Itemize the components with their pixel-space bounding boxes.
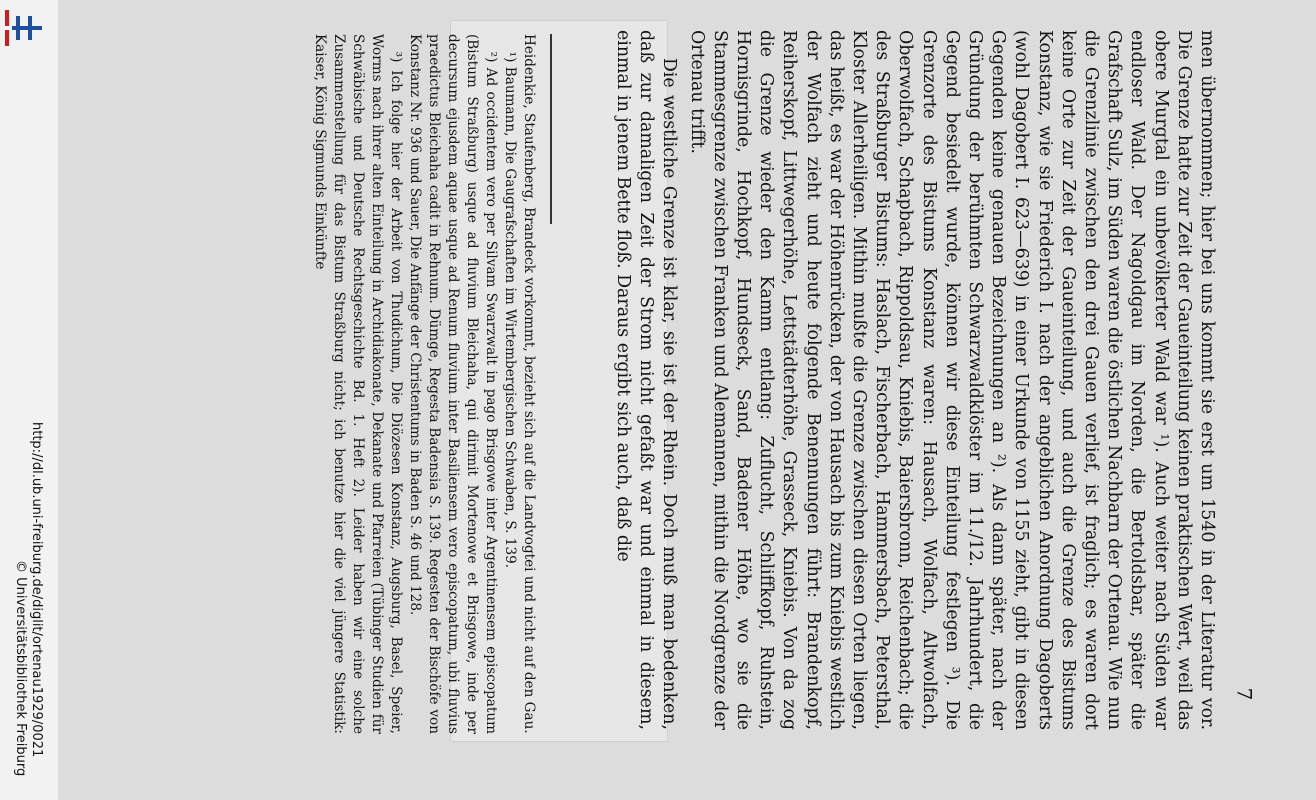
page-number: 7: [1232, 687, 1257, 701]
footnote-1: ¹) Baumann, Die Gaugrafschaften im Wirtembergischen Schwaben, S. 139.: [502, 51, 518, 569]
footnote-divider: [550, 34, 552, 224]
viewer-sidebar: [0, 0, 58, 800]
scanned-page: [58, 0, 1316, 800]
permalink-url[interactable]: http://dl.ub.uni-freiburg.de/diglit/ortenau1929/0021: [29, 422, 44, 758]
footnote-2: ²) Ad occidentem vero per Silvam Swarzwalt in pago Brisgowe inter Argentinensem episcopatum (Bistum Straßburg) usque ad fluvium Bleichaha, qui dirimit Mortenowe et Brisgowe, inde per decursum ejusdem aquae usque ad Renum fluvium inter Basiliensem vero episcopatum, ubi fluvius praedictus Bleichaha cadit in Rehnum. Dümge, Regesta Badensia S. 139. Regesten der Bischöfe von Konstanz Nr. 936 und Sauer, Die Anfänge der Christentums in Baden S. 46 und 128.: [407, 34, 499, 734]
footnote-3: ³) Ich folge hier der Arbeit von Thudichum, Die Diözesen Konstanz, Augsburg, Basel, Speier, Worms nach ihrer alten Einteilung in Archidiakonate, Dekanate und Pfarreien (Tübinger Studien für Schwäbische und Deutsche Rechtsgeschichte Bd. 1. Heft 2). Leider haben wir eine solche Zusammenstellung für das Bistum Straßburg nicht; ich benutze hier die viel jüngere Statistik: Kaiser, König Sigmunds Einkünfte: [312, 34, 404, 734]
university-logo-icon[interactable]: [2, 6, 46, 50]
copyright-notice: © Universitätsbibliothek Freiburg: [13, 560, 28, 777]
footnotes: [310, 34, 538, 734]
main-paragraph-1: men übernommen; hier bei uns kommt sie erst um 1540 in der Literatur vor. Die Grenze hatte zur Zeit der Gaueinteilung keinen praktischen Wert, weil das obere Murgtal ein unbevölkerter Wald war ¹). Auch weiter nach Süden war endloser Wald. Der Nagoldgau im Norden, die Bertoldsbar, später die Grafschaft Sulz, im Süden waren die östlichen Nachbarn der Ortenau. Wie nun die Grenzlinie zwischen den drei Gauen verlief, ist fraglich; es waren dort keine Orte zur Zeit der Gaueinteilung, und auch die Grenze des Bistums Konstanz, wie sie Friederich I. nach der angeblichen Anordnung Dagoberts (wohl Dagobert I. 623—639) in einer Urkunde von 1155 zieht, gibt in diesen Gegenden keine genauen Bezeichnungen an ²). Als dann später, nach der Gründung der berühmten Schwarzwaldklöster im 11./12. Jahrhundert, die Gegend besiedelt wurde, können wir diese Einteilung festlegen ³). Die Grenzorte des Bistums Konstanz waren: Hausach, Wolfach, Altwolfach, Oberwolfach, Schapbach, Rippoldsau, Kniebis, Baiersbronn, Reichenbach; die des Straßburger Bistums: Haslach, Fischerbach, Hammersbach, Petersthal, Kloster Allerheiligen. Mithin mußte die Grenze zwischen diesen Orten liegen, das heißt, es war der Höhenrücken, der von Hausach bis zum Kniebis westlich der Wolfach zieht und heute folgende Benennungen führt: Brandenkopf, Reiherskopf, Littwegerhöhe, Lettstädterhöhe, Grasseck, Kniebis. Von da zog die Grenze wieder den Kamm entlang: Zuflucht, Schliffkopf, Ruhstein, Hornisgrinde, Hochkopf, Hundseck, Sand, Badener Höhe, wo sie die Stammesgrenze zwischen Franken und Alemannen, mithin die Nordgrenze der Ortenau trifft.: [686, 30, 1217, 730]
footnote-continuation: Heidenkie, Staufenberg, Brandeck vorkommt, bezieht sich auf die Landvogtei und nicht auf den Gau.: [521, 34, 537, 734]
main-paragraph-2: Die westliche Grenze ist klar, sie ist der Rhein. Doch muß man bedenken, daß zur damaligen Zeit der Strom nicht gefaßt war und einmal in diesem, einmal in jenem Bette floß. Daraus ergibt sich auch, daß die: [612, 30, 680, 730]
main-text: [611, 30, 1218, 730]
